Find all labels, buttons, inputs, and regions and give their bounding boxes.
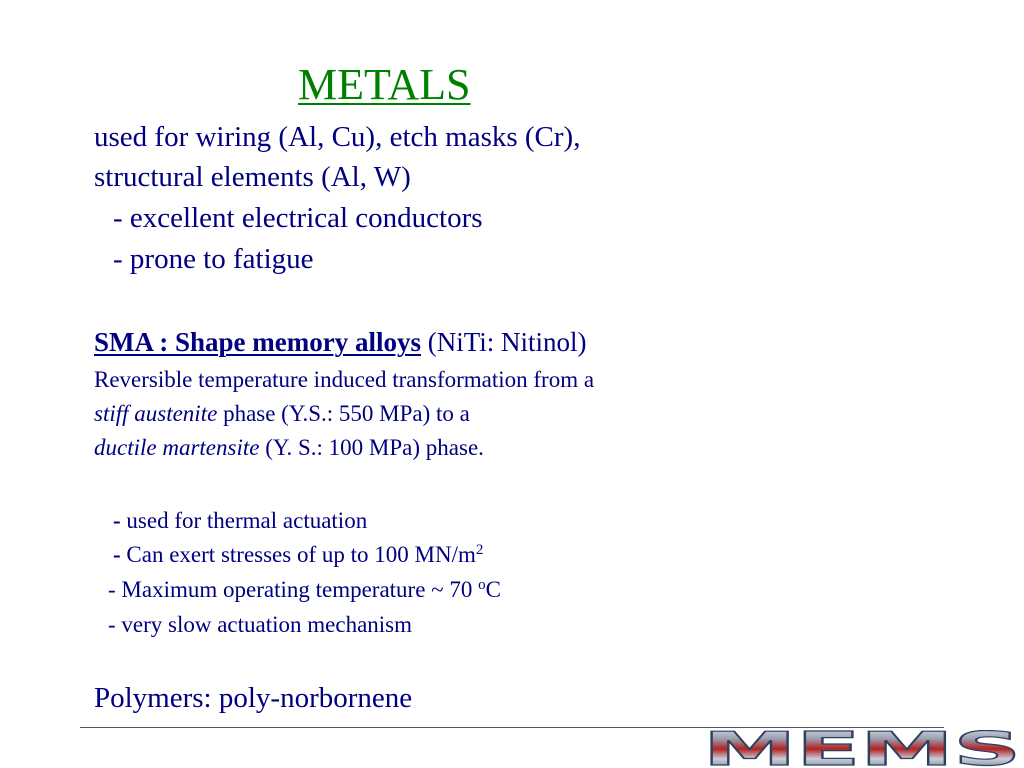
polymers-line: Polymers: poly-norbornene xyxy=(94,682,413,714)
sma-heading: SMA : Shape memory alloys xyxy=(94,327,421,357)
sma-line-3-rest: (Y. S.: 100 MPa) phase. xyxy=(259,435,484,460)
sma-bullet-3-tail: C xyxy=(485,577,501,602)
sma-line-2 xyxy=(94,402,470,425)
sma-bullet-3 xyxy=(108,578,501,601)
sma-austenite: stiff austenite xyxy=(94,401,218,426)
metals-bullet-conductors: - excellent electrical conductors xyxy=(113,202,483,234)
sma-bullet-4: - very slow actuation mechanism xyxy=(108,612,413,637)
sma-bullet-3-text: - Maximum operating temperature ~ 70 xyxy=(108,577,479,602)
sma-bullet-2-sup: 2 xyxy=(475,541,484,558)
sma-line-3 xyxy=(94,436,484,459)
sma-bullet-2-text: Can exert stresses of up to 100 MN/m xyxy=(120,542,476,567)
footer-divider xyxy=(80,727,944,728)
sma-bullet-1-text: used for thermal actuation xyxy=(120,508,368,533)
metals-line-2: structural elements (Al, W) xyxy=(94,161,411,193)
sma-line-1: Reversible temperature induced transformation from a xyxy=(94,367,595,392)
metals-bullet-fatigue: - prone to fatigue xyxy=(113,243,314,275)
sma-heading-suffix: (NiTi: Nitinol) xyxy=(421,327,587,357)
sma-martensite: ductile martensite xyxy=(94,435,260,460)
metals-line-1: used for wiring (Al, Cu), etch masks (Cr), xyxy=(94,121,581,153)
sma-line-2-rest: phase (Y.S.: 550 MPa) to a xyxy=(217,401,470,426)
slide-title: METALS xyxy=(298,60,471,109)
mems-logo xyxy=(700,730,1024,768)
mems-logo-text: MEMS xyxy=(703,730,1021,768)
sma-bullet-2 xyxy=(113,543,483,566)
sma-bullet-3-sup: o xyxy=(478,576,486,593)
sma-bullet-1 xyxy=(113,509,367,532)
sma-heading-line xyxy=(94,329,587,356)
sma-bullet-1-dash: - xyxy=(113,508,121,533)
sma-bullet-2-dash: - xyxy=(113,542,121,567)
